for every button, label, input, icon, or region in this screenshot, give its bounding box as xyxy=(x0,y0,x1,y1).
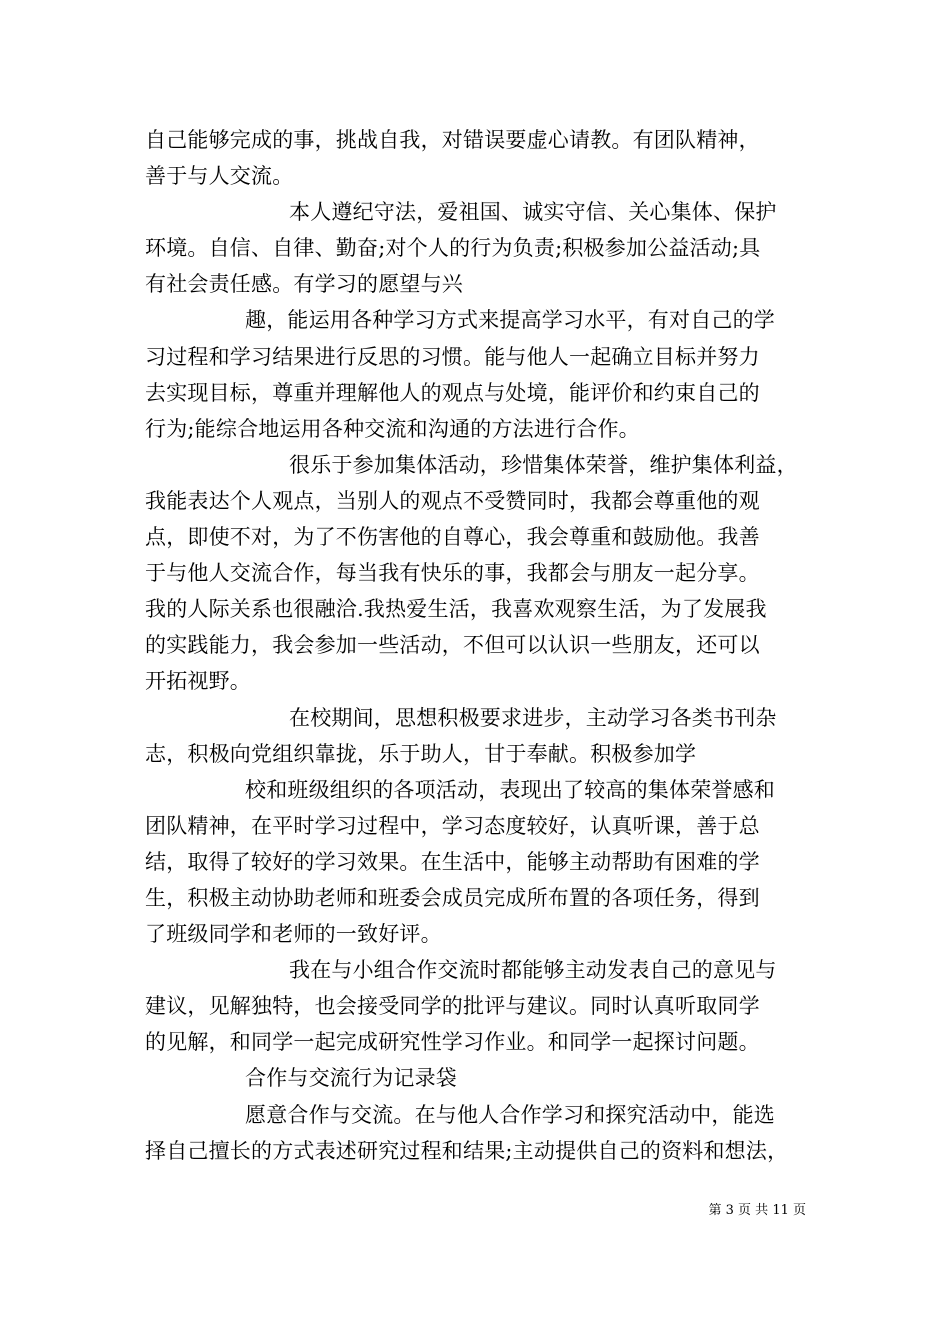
text-line: 志，积极向党组织靠拢，乐于助人，甘于奉献。积极参加学 xyxy=(145,741,697,766)
text-line: 建议，见解独特，也会接受同学的批评与建议。同时认真听取同学 xyxy=(145,994,760,1019)
text-line: 去实现目标，尊重并理解他人的观点与处境，能评价和约束自己的 xyxy=(145,380,760,405)
text-line: 我能表达个人观点，当别人的观点不受赞同时，我都会尊重他的观 xyxy=(145,488,760,513)
text-line: 合作与交流行为记录袋 xyxy=(245,1066,457,1091)
text-line: 我在与小组合作交流时都能够主动发表自己的意见与 xyxy=(289,958,777,983)
text-line: 我的人际关系也很融洽.我热爱生活，我喜欢观察生活，为了发展我 xyxy=(145,597,767,622)
text-line: 愿意合作与交流。在与他人合作学习和探究活动中，能选 xyxy=(245,1102,775,1127)
text-line: 环境。自信、自律、勤奋;对个人的行为负责;积极参加公益活动;具 xyxy=(145,236,761,261)
text-line: 很乐于参加集体活动，珍惜集体荣誉，维护集体利益， xyxy=(289,452,798,477)
text-line: 有社会责任感。有学习的愿望与兴 xyxy=(145,272,463,297)
page-number: 第 3 页 共 11 页 xyxy=(708,1203,806,1218)
text-line: 本人遵纪守法，爱祖国、诚实守信、关心集体、保护 xyxy=(289,200,777,225)
text-line: 开拓视野。 xyxy=(145,669,251,694)
text-line: 了班级同学和老师的一致好评。 xyxy=(145,922,442,947)
text-line: 趣，能运用各种学习方式来提高学习水平，有对自己的学 xyxy=(245,308,775,333)
text-line: 于与他人交流合作，每当我有快乐的事，我都会与朋友一起分享。 xyxy=(145,561,760,586)
text-line: 善于与人交流。 xyxy=(145,164,294,189)
text-line: 的见解，和同学一起完成研究性学习作业。和同学一起探讨问题。 xyxy=(145,1030,760,1055)
text-line: 生，积极主动协助老师和班委会成员完成所布置的各项任务，得到 xyxy=(145,885,760,910)
text-line: 在校期间，思想积极要求进步，主动学习各类书刊杂 xyxy=(289,705,777,730)
text-line: 自己能够完成的事，挑战自我，对错误要虚心请教。有团队精神， xyxy=(145,128,760,152)
text-line: 的实践能力，我会参加一些活动，不但可以认识一些朋友，还可以 xyxy=(145,633,760,658)
document-body xyxy=(145,122,810,1169)
text-line: 点，即使不对，为了不伤害他的自尊心，我会尊重和鼓励他。我善 xyxy=(145,525,760,550)
text-line: 行为;能综合地运用各种交流和沟通的方法进行合作。 xyxy=(145,416,640,441)
text-line: 习过程和学习结果进行反思的习惯。能与他人一起确立目标并努力 xyxy=(145,344,760,369)
text-line: 校和班级组织的各项活动，表现出了较高的集体荣誉感和 xyxy=(245,777,775,802)
text-line: 团队精神，在平时学习过程中，学习态度较好，认真听课，善于总 xyxy=(145,813,760,838)
text-line: 择自己擅长的方式表述研究过程和结果;主动提供自己的资料和想法， xyxy=(145,1138,789,1163)
text-line: 结，取得了较好的学习效果。在生活中，能够主动帮助有困难的学 xyxy=(145,849,760,874)
